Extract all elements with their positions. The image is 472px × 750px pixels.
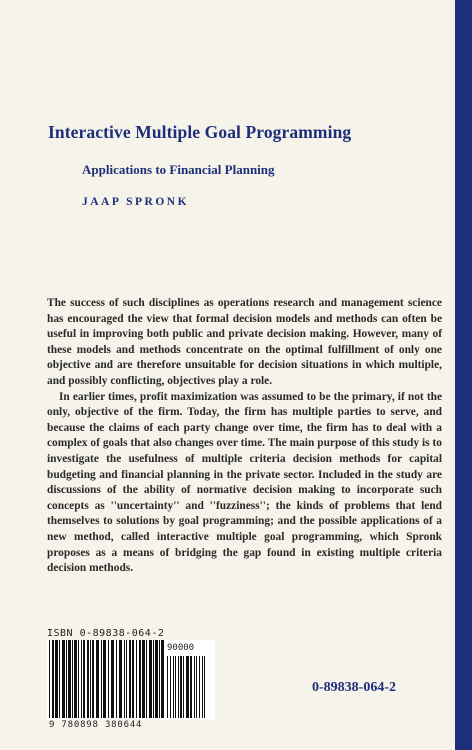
barcode-bar [49,640,50,718]
barcode-bar [180,656,182,718]
barcode-bar [190,656,192,718]
barcode-bar [59,640,60,718]
barcode-ean-digits: 9 780898 380644 [49,720,143,730]
barcode-bar [167,656,168,718]
barcode-bar [149,640,152,718]
barcode-bar [170,656,171,718]
barcode-bar [204,656,205,718]
barcode-bar [83,640,85,718]
barcode-bar [119,640,122,718]
barcode-bar [111,640,114,718]
barcode-bar [196,656,197,718]
barcode-addon-code: 90000 [167,643,195,653]
barcode-bar [183,656,184,718]
blurb-paragraph-1: The success of such disciplines as operations research and management science has encouraged the view that formal decision models and methods can often be useful in improving both public and private decision making. However, many of these models and methods concentrate on the optimal fulfillment of only one objective and are therefore unsuitable for decision situations in which multiple, and possibly conflicting, objectives play a role. [47,297,442,387]
barcode-bar [90,640,91,718]
barcode-bar [103,640,106,718]
barcode-bar [173,656,174,718]
barcode-bar [142,640,145,718]
barcode-bar [132,640,134,718]
barcode-bar [101,640,102,718]
barcode-bar [66,640,67,718]
barcode-bar [74,640,77,718]
blurb-paragraph-2: In earlier times, profit maximization was assumed to be the primary, if not the only, objective of the firm. Today, the firm has multiple parties to serve, and because the claims of each party change over time, the firm has to deal with a complex of goals that also changes over time. The main purpose of this study is to investigate the usefulness of multiple criteria decision methods for capital budgeting and financial planning in the private sector. Included in the study are discussions of the ability of normative decision making to incorporate such concepts as ''uncertainty'' and ''fuzziness''; the kinds of problems that lend themselves to solutions by goal programming; and the possible applications of a new method, called interactive multiple goal programming, which Spronk proposes as a means of bridging the gap found in existing multiple criteria decision methods. [47,390,442,575]
barcode-bar [175,656,176,718]
back-cover-blurb [47,296,442,577]
barcode-bar [178,656,179,718]
barcode-bar [92,640,94,718]
author-name: JAAP SPRONK [82,196,190,208]
barcode-bar [81,640,82,718]
barcode-bar [72,640,73,718]
barcode-bar [62,640,65,718]
barcode [47,640,215,730]
barcode-bar [78,640,79,718]
barcode-bar [161,640,164,718]
barcode-bar [155,640,158,718]
barcode-bar [136,640,137,718]
barcode-addon-bars [167,656,207,718]
book-title: Interactive Multiple Goal Programming [48,122,352,142]
barcode-bar [116,640,117,718]
barcode-bar [139,640,141,718]
spine-stripe [455,0,472,750]
barcode-bar [153,640,154,718]
barcode-bar [146,640,147,718]
barcode-bar [55,640,58,718]
barcode-bar [186,656,189,718]
barcode-bar [87,640,89,718]
barcode-bar [96,640,99,718]
barcode-bar [108,640,109,718]
barcode-bar [52,640,54,718]
barcode-bars [49,640,167,718]
barcode-bar [129,640,131,718]
barcode-bar [199,656,200,718]
barcode-bar [159,640,160,718]
book-subtitle: Applications to Financial Planning [82,162,275,177]
barcode-bar [124,640,125,718]
isbn-number: 0-89838-064-2 [312,680,396,695]
barcode-bar [68,640,71,718]
isbn-barcode-block [47,628,215,732]
barcode-bar [126,640,127,718]
isbn-label: ISBN 0-89838-064-2 [47,628,165,639]
barcode-bar [202,656,203,718]
barcode-bar [194,656,195,718]
